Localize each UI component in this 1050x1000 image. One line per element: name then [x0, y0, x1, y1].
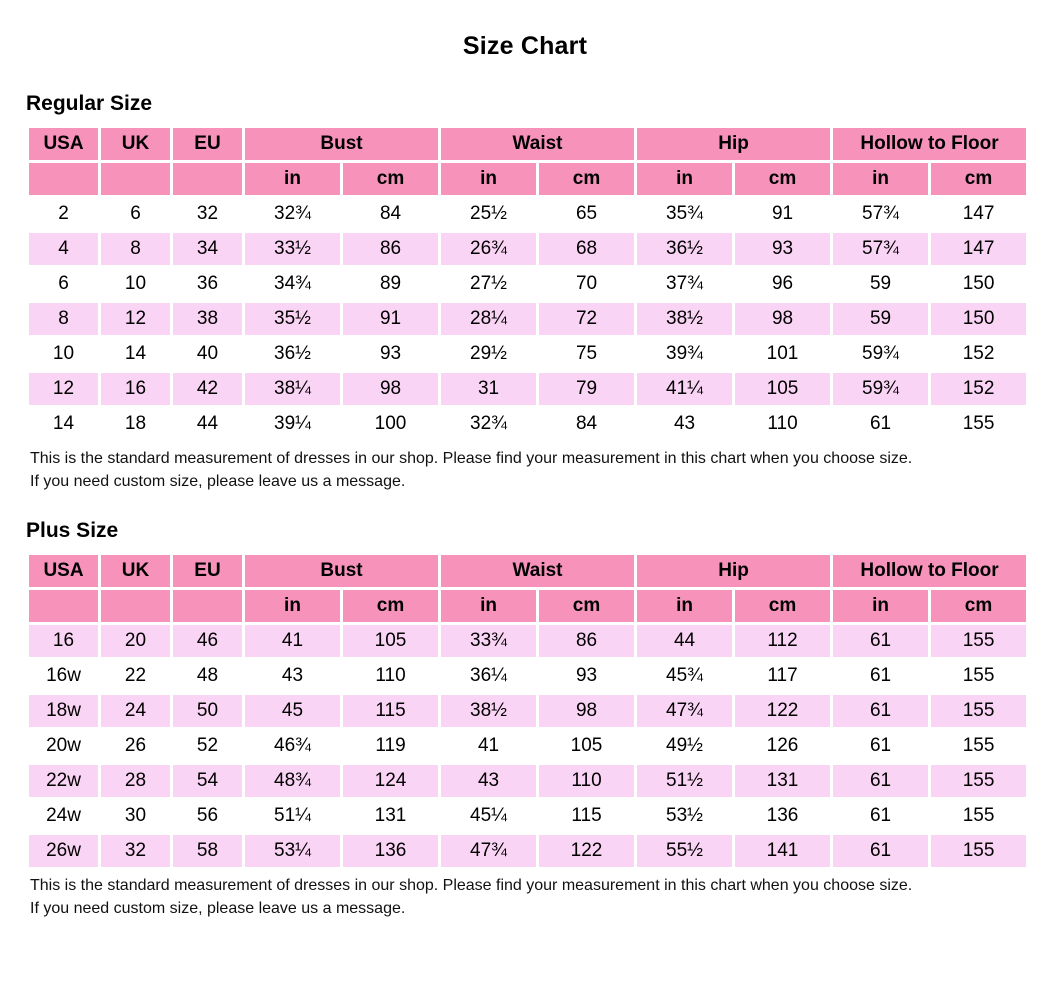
table-cell: 28¼: [440, 302, 538, 337]
table-cell: 150: [930, 267, 1028, 302]
table-cell: 10: [100, 267, 172, 302]
table-cell: 122: [538, 834, 636, 869]
column-group-header: Hip: [636, 554, 832, 589]
table-row: [28, 624, 1028, 659]
column-subheader: in: [440, 162, 538, 197]
table-cell: 25½: [440, 197, 538, 232]
table-cell: 36¼: [440, 659, 538, 694]
table-cell: 20: [100, 624, 172, 659]
table-cell: 93: [342, 337, 440, 372]
table-cell: 86: [342, 232, 440, 267]
table-cell: 31: [440, 372, 538, 407]
column-subheader: cm: [930, 589, 1028, 624]
column-group-header: Waist: [440, 554, 636, 589]
column-subheader: in: [636, 589, 734, 624]
table-cell: 131: [342, 799, 440, 834]
table-cell: 68: [538, 232, 636, 267]
table-cell: 61: [832, 694, 930, 729]
column-subheader: in: [832, 162, 930, 197]
table-cell: 12: [28, 372, 100, 407]
column-group-header: Bust: [244, 554, 440, 589]
table-cell: 36½: [244, 337, 342, 372]
table-cell: 38½: [636, 302, 734, 337]
table-row: [28, 764, 1028, 799]
column-group-header: Waist: [440, 127, 636, 162]
table-cell: 61: [832, 799, 930, 834]
table-cell: 96: [734, 267, 832, 302]
table-row: [28, 232, 1028, 267]
table-cell: 48: [172, 659, 244, 694]
table-cell: 22: [100, 659, 172, 694]
table-cell: 155: [930, 407, 1028, 442]
column-subheader: cm: [342, 589, 440, 624]
section-heading-regular: Regular Size: [26, 92, 153, 115]
table-cell: 8: [100, 232, 172, 267]
table-cell: 14: [28, 407, 100, 442]
table-cell: 50: [172, 694, 244, 729]
column-subheader: in: [832, 589, 930, 624]
column-subheader: cm: [734, 162, 832, 197]
table-cell: 6: [100, 197, 172, 232]
table-cell: 10: [28, 337, 100, 372]
table-cell: 46¾: [244, 729, 342, 764]
table-cell: 105: [538, 729, 636, 764]
note-line-2: If you need custom size, please leave us a message.: [30, 472, 406, 490]
column-subheader-empty: [172, 162, 244, 197]
table-cell: 54: [172, 764, 244, 799]
table-cell: 65: [538, 197, 636, 232]
table-cell: 115: [342, 694, 440, 729]
table-cell: 18: [100, 407, 172, 442]
table-cell: 44: [172, 407, 244, 442]
table-cell: 152: [930, 337, 1028, 372]
table-cell: 155: [930, 694, 1028, 729]
table-cell: 32¾: [440, 407, 538, 442]
column-subheader-empty: [100, 589, 172, 624]
column-subheader-empty: [172, 589, 244, 624]
table-cell: 112: [734, 624, 832, 659]
table-cell: 98: [734, 302, 832, 337]
table-cell: 14: [100, 337, 172, 372]
table-cell: 16: [28, 624, 100, 659]
table-row: [28, 197, 1028, 232]
column-subheader-empty: [28, 162, 100, 197]
table-cell: 53½: [636, 799, 734, 834]
table-cell: 155: [930, 799, 1028, 834]
table-cell: 43: [244, 659, 342, 694]
table-cell: 45¾: [636, 659, 734, 694]
table-cell: 89: [342, 267, 440, 302]
table-cell: 61: [832, 729, 930, 764]
table-cell: 38: [172, 302, 244, 337]
column-subheader: cm: [734, 589, 832, 624]
table-cell: 147: [930, 232, 1028, 267]
table-cell: 32: [100, 834, 172, 869]
table-cell: 124: [342, 764, 440, 799]
table-cell: 34: [172, 232, 244, 267]
table-row: [28, 302, 1028, 337]
table-cell: 4: [28, 232, 100, 267]
table-cell: 24: [100, 694, 172, 729]
table-row: [28, 799, 1028, 834]
table-cell: 61: [832, 764, 930, 799]
table-cell: 39¾: [636, 337, 734, 372]
table-cell: 57¾: [832, 197, 930, 232]
table-cell: 61: [832, 834, 930, 869]
table-cell: 33¾: [440, 624, 538, 659]
column-group-header: Hip: [636, 127, 832, 162]
table-cell: 39¼: [244, 407, 342, 442]
table-cell: 155: [930, 764, 1028, 799]
table-cell: 41: [440, 729, 538, 764]
table-cell: 147: [930, 197, 1028, 232]
column-header: EU: [172, 127, 244, 162]
page-title: Size Chart: [462, 32, 588, 60]
table-cell: 12: [100, 302, 172, 337]
column-header: USA: [28, 127, 100, 162]
table-cell: 32: [172, 197, 244, 232]
column-subheader: in: [636, 162, 734, 197]
table-cell: 38½: [440, 694, 538, 729]
column-subheader: in: [244, 162, 342, 197]
table-cell: 155: [930, 659, 1028, 694]
subheader-row: [28, 589, 1028, 624]
table-cell: 22w: [28, 764, 100, 799]
table-cell: 117: [734, 659, 832, 694]
table-row: [28, 834, 1028, 869]
table-cell: 40: [172, 337, 244, 372]
table-cell: 6: [28, 267, 100, 302]
table-cell: 20w: [28, 729, 100, 764]
table-cell: 2: [28, 197, 100, 232]
column-subheader: in: [440, 589, 538, 624]
column-header: UK: [100, 554, 172, 589]
column-header: EU: [172, 554, 244, 589]
table-cell: 61: [832, 407, 930, 442]
table-cell: 35¾: [636, 197, 734, 232]
table-cell: 110: [734, 407, 832, 442]
section-heading-plus: Plus Size: [26, 519, 119, 543]
column-subheader: cm: [930, 162, 1028, 197]
table-cell: 43: [636, 407, 734, 442]
table-cell: 47¾: [636, 694, 734, 729]
table-cell: 152: [930, 372, 1028, 407]
table-cell: 51½: [636, 764, 734, 799]
table-row: [28, 372, 1028, 407]
table-cell: 48¾: [244, 764, 342, 799]
table-cell: 91: [342, 302, 440, 337]
column-subheader-empty: [100, 162, 172, 197]
table-cell: 110: [342, 659, 440, 694]
table-cell: 61: [832, 659, 930, 694]
table-row: [28, 407, 1028, 442]
note-line-1: This is the standard measurement of dresses in our shop. Please find your measurement in this chart when you choose size.: [30, 877, 913, 895]
table-cell: 59¾: [832, 372, 930, 407]
table-cell: 52: [172, 729, 244, 764]
table-cell: 93: [734, 232, 832, 267]
table-cell: 119: [342, 729, 440, 764]
table-cell: 126: [734, 729, 832, 764]
table-cell: 16w: [28, 659, 100, 694]
table-cell: 105: [342, 624, 440, 659]
table-cell: 155: [930, 729, 1028, 764]
table-row: [28, 729, 1028, 764]
table-cell: 101: [734, 337, 832, 372]
table-cell: 56: [172, 799, 244, 834]
table-cell: 84: [538, 407, 636, 442]
table-cell: 51¼: [244, 799, 342, 834]
table-cell: 136: [734, 799, 832, 834]
table-cell: 47¾: [440, 834, 538, 869]
table-cell: 37¾: [636, 267, 734, 302]
table-cell: 29½: [440, 337, 538, 372]
table-cell: 42: [172, 372, 244, 407]
table-cell: 36½: [636, 232, 734, 267]
table-cell: 18w: [28, 694, 100, 729]
table-cell: 32¾: [244, 197, 342, 232]
table-cell: 93: [538, 659, 636, 694]
plus-size-note: [26, 875, 1024, 920]
table-cell: 59: [832, 302, 930, 337]
subheader-row: [28, 162, 1028, 197]
table-cell: 61: [832, 624, 930, 659]
table-cell: 53¼: [244, 834, 342, 869]
column-group-header: Hollow to Floor: [832, 554, 1028, 589]
table-cell: 38¼: [244, 372, 342, 407]
table-cell: 122: [734, 694, 832, 729]
table-cell: 33½: [244, 232, 342, 267]
table-cell: 16: [100, 372, 172, 407]
table-cell: 155: [930, 834, 1028, 869]
table-cell: 30: [100, 799, 172, 834]
table-cell: 136: [342, 834, 440, 869]
plus-size-table: [26, 552, 1029, 870]
table-row: [28, 659, 1028, 694]
header-row: [28, 554, 1028, 589]
column-group-header: Bust: [244, 127, 440, 162]
table-cell: 100: [342, 407, 440, 442]
plus-size-section: [26, 519, 1024, 920]
table-cell: 45¼: [440, 799, 538, 834]
column-subheader: in: [244, 589, 342, 624]
table-cell: 59: [832, 267, 930, 302]
column-subheader-empty: [28, 589, 100, 624]
table-cell: 35½: [244, 302, 342, 337]
column-subheader: cm: [342, 162, 440, 197]
table-cell: 79: [538, 372, 636, 407]
table-cell: 110: [538, 764, 636, 799]
column-subheader: cm: [538, 589, 636, 624]
table-cell: 75: [538, 337, 636, 372]
table-cell: 105: [734, 372, 832, 407]
table-cell: 131: [734, 764, 832, 799]
table-cell: 44: [636, 624, 734, 659]
table-cell: 70: [538, 267, 636, 302]
table-cell: 57¾: [832, 232, 930, 267]
table-cell: 26w: [28, 834, 100, 869]
table-cell: 55½: [636, 834, 734, 869]
note-line-2: If you need custom size, please leave us a message.: [30, 900, 406, 918]
header-row: [28, 127, 1028, 162]
table-cell: 98: [342, 372, 440, 407]
table-cell: 86: [538, 624, 636, 659]
table-row: [28, 337, 1028, 372]
table-cell: 155: [930, 624, 1028, 659]
table-cell: 98: [538, 694, 636, 729]
table-cell: 150: [930, 302, 1028, 337]
table-cell: 26: [100, 729, 172, 764]
table-cell: 24w: [28, 799, 100, 834]
column-header: USA: [28, 554, 100, 589]
table-cell: 41: [244, 624, 342, 659]
table-cell: 41¼: [636, 372, 734, 407]
column-header: UK: [100, 127, 172, 162]
table-cell: 43: [440, 764, 538, 799]
table-cell: 8: [28, 302, 100, 337]
table-row: [28, 694, 1028, 729]
table-cell: 84: [342, 197, 440, 232]
table-cell: 141: [734, 834, 832, 869]
table-cell: 91: [734, 197, 832, 232]
regular-size-note: [26, 448, 1024, 493]
table-cell: 72: [538, 302, 636, 337]
regular-size-section: [26, 92, 1024, 493]
table-cell: 49½: [636, 729, 734, 764]
note-line-1: This is the standard measurement of dresses in our shop. Please find your measurement in this chart when you choose size.: [30, 450, 913, 467]
table-cell: 59¾: [832, 337, 930, 372]
table-cell: 46: [172, 624, 244, 659]
table-cell: 34¾: [244, 267, 342, 302]
regular-size-table: [26, 125, 1029, 443]
table-cell: 115: [538, 799, 636, 834]
table-cell: 28: [100, 764, 172, 799]
table-cell: 58: [172, 834, 244, 869]
table-cell: 45: [244, 694, 342, 729]
table-cell: 27½: [440, 267, 538, 302]
table-cell: 26¾: [440, 232, 538, 267]
table-cell: 36: [172, 267, 244, 302]
column-group-header: Hollow to Floor: [832, 127, 1028, 162]
column-subheader: cm: [538, 162, 636, 197]
table-row: [28, 267, 1028, 302]
